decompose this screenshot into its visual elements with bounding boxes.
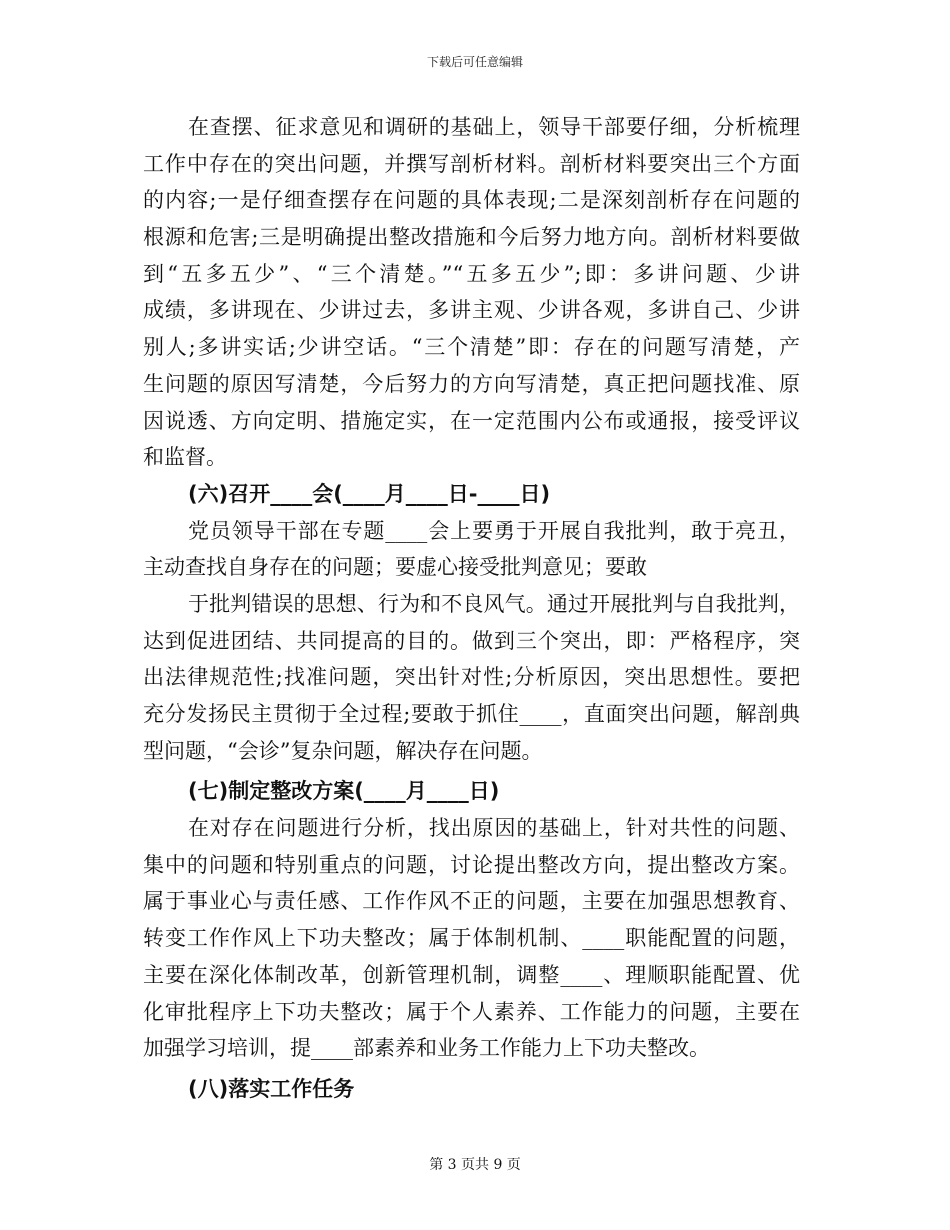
paragraph-line: 党员领导干部在专题____会上要勇于开展自我批判，敢于亮丑， — [188, 518, 800, 543]
paragraph-line: 因说透、方向定明、措施定实，在一定范围内公布或通报，接受评议 — [143, 408, 800, 433]
paragraph-criticism-intro — [143, 513, 800, 586]
paragraph-line: 主要在深化体制改革，创新管理机制，调整____、理顺职能配置、优 — [143, 962, 800, 987]
paragraph-line: 集中的问题和特别重点的问题，讨论提出整改方向，提出整改方案。 — [143, 852, 800, 877]
paragraph-line: 在对存在问题进行分析，找出原因的基础上，针对共性的问题、 — [188, 816, 800, 841]
paragraph-line: 出法律规范性;找准问题，突出针对性;分析原因，突出思想性。要把 — [143, 665, 800, 690]
section-heading-6: (六)召开____会(____月____日-____日) — [188, 481, 551, 506]
paragraph-line: 在查摆、征求意见和调研的基础上，领导干部要仔细，分析梳理 — [188, 115, 800, 139]
paragraph-line: 于批判错误的思想、行为和不良风气。通过开展批判与自我批判， — [188, 591, 800, 616]
paragraph-line: 根源和危害;三是明确提出整改措施和今后努力地方向。剖析材料要做 — [143, 225, 800, 250]
paragraph-line: 转变工作作风上下功夫整改；属于体制机制、____职能配置的问题， — [143, 926, 800, 951]
paragraph-line: 达到促进团结、共同提高的目的。做到三个突出，即：严格程序，突 — [143, 628, 800, 653]
section-heading-8: (八)落实工作任务 — [188, 1076, 355, 1101]
paragraph-line: 的内容;一是仔细查摆存在问题的具体表现;二是深刻剖析存在问题的 — [143, 188, 800, 213]
header-note: 下载后可任意编辑 — [426, 55, 523, 69]
paragraph-line: 加强学习培训，提____部素养和业务工作能力上下功夫整改。 — [143, 1036, 710, 1061]
paragraph-line: 工作中存在的突出问题，并撰写剖析材料。剖析材料要突出三个方面 — [143, 151, 800, 176]
paragraph-line: 主动查找自身存在的问题；要虚心接受批判意见；要敢 — [143, 555, 647, 580]
paragraph-rectification-plan — [143, 810, 800, 1067]
paragraph-line: 充分发扬民主贯彻于全过程;要敢于抓住____，直面突出问题，解剖典 — [143, 702, 800, 726]
paragraph-line: 化审批程序上下功夫整改；属于个人素养、工作能力的问题，主要在 — [143, 999, 800, 1024]
paragraph-line: 别人;多讲实话;少讲空话。“三个清楚”即：存在的问题写清楚，产 — [143, 335, 800, 360]
paragraph-line: 属于事业心与责任感、工作作风不正的问题，主要在加强思想教育、 — [143, 889, 800, 914]
paragraph-line: 生问题的原因写清楚，今后努力的方向写清楚，真正把问题找准、原 — [143, 371, 800, 396]
paragraph-self-examination — [143, 109, 800, 476]
section-heading-7: (七)制定整改方案(____月____日) — [188, 779, 500, 804]
paragraph-criticism-detail — [143, 586, 800, 769]
paragraph-line: 成绩，多讲现在、少讲过去，多讲主观、少讲各观，多讲自己、少讲 — [143, 298, 800, 323]
document-body — [143, 109, 800, 1108]
paragraph-line: 到“五多五少”、“三个清楚。”“五多五少”;即：多讲问题、少讲 — [143, 261, 800, 286]
page-footer: 第 3 页共 9 页 — [429, 1157, 521, 1173]
paragraph-line: 型问题，“会诊”复杂问题，解决存在问题。 — [143, 738, 543, 763]
paragraph-line: 和监督。 — [143, 445, 227, 470]
